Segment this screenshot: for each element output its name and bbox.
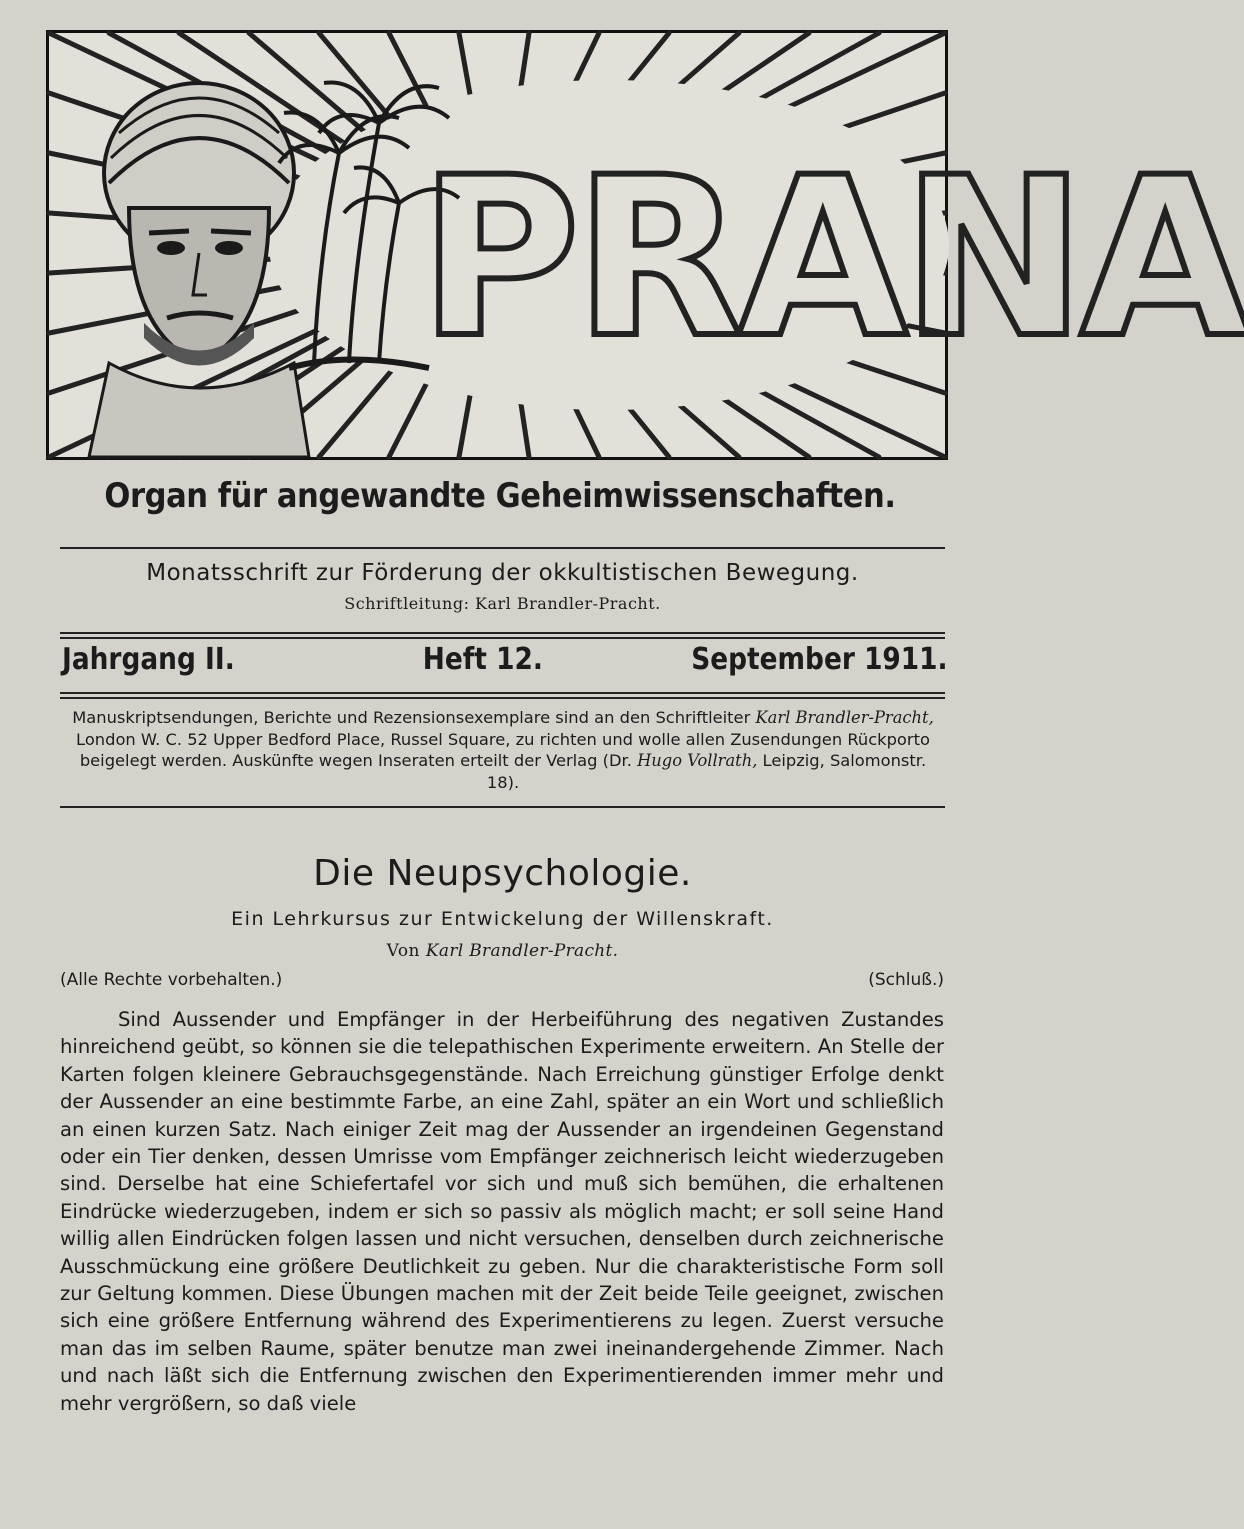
masthead-woodcut — [46, 30, 1244, 460]
notice-text: Manuskriptsendungen, Berichte und Rezensionsexemplare sind an den Schriftleiter — [72, 708, 756, 727]
divider — [60, 547, 945, 549]
notice-publisher-name: Hugo Vollrath, — [637, 751, 758, 770]
issue-number: Heft 12. — [422, 642, 543, 677]
article-title: Die Neupsychologie. — [313, 853, 692, 894]
divider — [60, 697, 945, 699]
issue-info-row — [62, 642, 948, 686]
author-name: Karl Brandler-Pracht. — [425, 941, 619, 961]
byline-prefix: Von — [386, 941, 421, 961]
volume-label: Jahrgang II. — [62, 642, 235, 677]
divider — [60, 692, 945, 694]
article-subtitle: Ein Lehrkursus zur Entwickelung der Willenskraft. — [231, 908, 774, 930]
conclusion-label: (Schluß.) — [868, 970, 944, 990]
magazine-subtitle: Organ für angewandte Geheimwissenschaften. — [104, 476, 896, 516]
submission-notice — [62, 707, 944, 793]
monthly-line: Monatsschrift zur Förderung der okkultistischen Bewegung. — [146, 560, 859, 586]
divider — [60, 637, 945, 639]
notice-text: London W. C. 52 Upper Bedford Place, Russel Square, zu richten und wolle allen Zusendungen Rückporto beigelegt werden. Auskünfte wegen Inseraten erteilt der Verlag (Dr. — [76, 729, 930, 770]
editor-line: Schriftleitung: Karl Brandler-Pracht. — [344, 594, 661, 613]
article-byline — [60, 941, 945, 961]
prana-logo: PRANA — [419, 130, 1244, 386]
notice-text: Leipzig, Salomonstr. 18). — [486, 751, 927, 792]
divider — [60, 806, 945, 808]
notice-editor-name: Karl Brandler-Pracht, — [755, 708, 934, 727]
article-body: Sind Aussender und Empfänger in der Herbeiführung des negativen Zustandes hinreichend geübt, so können sie die telepathischen Experimente erweitern. An Stelle der Karten folgen kleinere Gebrauchsgegenstände. Nach Erreichung günstiger Erfolge denkt der Aussender an eine bestimmte Farbe, an eine Zahl, später an ein Wort und schließlich an einen kurzen Satz. Nach einiger Zeit mag der Aussender an irgendeinen Gegenstand oder ein Tier denken, dessen Umrisse vom Empfänger zeichnerisch leicht wiederzugeben sind. Derselbe hat eine Schiefertafel vor sich und muß sich bemühen, die erhaltenen Eindrücke wiederzugeben, indem er sich so passiv als möglich macht; er soll seine Hand willig allen Eindrücken folgen lassen und nicht versuchen, denselben durch zeichnerische Ausschmückung eine größere Deutlichkeit zu geben. Nur die charakteristische Form soll zur Geltung kommen. Diese Übungen machen mit der Zeit beide Teile geeignet, zwischen sich eine größere Entfernung während des Experimentierens zu legen. Zuerst versuche man das im selben Raume, später benutze man zwei ineinandergehende Zimmer. Nach und nach läßt sich die Entfernung zwischen den Experimentierenden immer mehr und mehr vergrößern, so daß viele — [60, 1008, 944, 1415]
issue-date: September 1911. — [691, 642, 948, 677]
rights-notice: (Alle Rechte vorbehalten.) — [60, 970, 283, 990]
divider — [60, 632, 945, 634]
